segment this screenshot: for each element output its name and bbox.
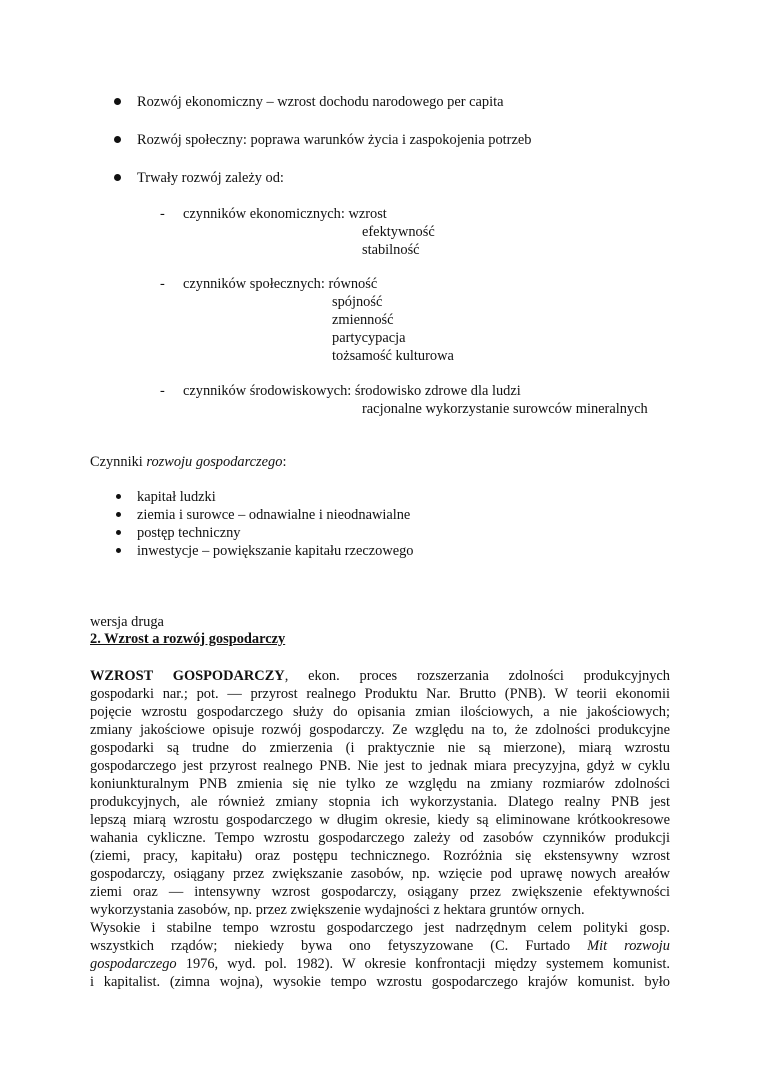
factor-social-item: partycypacja <box>332 330 406 346</box>
paragraph1-line: gospodarki są trudne do zmierzenia (i praktycznie nie są mierzone), miarą wzrostu <box>90 740 670 756</box>
paragraph2-line: i kapitalist. (zimna wojna), wysokie tempo wzrostu gospodarczego krajów komunist. było <box>90 974 670 990</box>
growth-factor-item: inwestycje – powiększanie kapitału rzeczowego <box>137 543 414 559</box>
factor-economic-item: stabilność <box>362 242 420 258</box>
growth-factors-intro: Czynniki rozwoju gospodarczego: <box>90 454 287 470</box>
dash-marker: - <box>160 276 165 292</box>
factor-social-item: tożsamość kulturowa <box>332 348 454 364</box>
dash-marker: - <box>160 383 165 399</box>
paragraph1-line: lepszą miarą wzrostu gospodarczego w długim okresie, kiedy są eliminowane krótkookresowe <box>90 812 670 828</box>
bullet-dot <box>116 530 121 535</box>
bullet-dot <box>114 98 121 105</box>
growth-factor-item: ziemia i surowce – odnawialne i nieodnawialne <box>137 507 411 523</box>
factor-environmental-item: racjonalne wykorzystanie surowców mineralnych <box>362 401 648 417</box>
paragraph1-line: zmiany jakościowe opisuje rozwój gospodarczy. Ze względu na to, że zdolności produkcyjne <box>90 722 670 738</box>
paragraph1-line: wykorzystania zasobów, np. przez zwiększenie wydajności z hektara gruntów ornych. <box>90 902 585 918</box>
factor-economic-item: efektywność <box>362 224 435 240</box>
bullet-dot <box>116 512 121 517</box>
paragraph1-line: WZROST GOSPODARCZY, ekon. proces rozszerzania zdolności produkcyjnych <box>90 668 670 684</box>
paragraph1-line: koniunkturalnym PNB zmienia się nie tylko ze względu na zmiany rozmiarów zdolności <box>90 776 670 792</box>
factor-social-item: spójność <box>332 294 383 310</box>
paragraph2-line: gospodarczego 1976, wyd. pol. 1982). W okresie konfrontacji między systemem komunist. <box>90 956 670 972</box>
factor-social-label: czynników społecznych: równość <box>183 276 378 292</box>
growth-factor-item: kapitał ludzki <box>137 489 216 505</box>
paragraph1-line: produkcyjnych, ale również zmiany stopnia ich wykorzystania. Dlatego realny PNB jest <box>90 794 670 810</box>
growth-factor-item: postęp techniczny <box>137 525 241 541</box>
bullet-dot <box>114 174 121 181</box>
bullet-dot <box>114 136 121 143</box>
factor-economic-label: czynników ekonomicznych: wzrost <box>183 206 387 222</box>
bullet-dot <box>116 548 121 553</box>
bullet-dot <box>116 494 121 499</box>
bullet-sustainable-development: Trwały rozwój zależy od: <box>137 170 284 186</box>
paragraph1-line: gospodarczego jest przyrost realnego PNB. Nie jest to jednak miara precyzyjna, gdyż w cyklu <box>90 758 670 774</box>
paragraph1-line: (ziemi, pracy, kapitału) oraz postępu technicznego. Rozróżnia się ekstensywny wzrost <box>90 848 670 864</box>
bullet-economic-development: Rozwój ekonomiczny – wzrost dochodu narodowego per capita <box>137 94 504 110</box>
version-label: wersja druga <box>90 614 164 630</box>
factor-environmental-label: czynników środowiskowych: środowisko zdrowe dla ludzi <box>183 383 521 399</box>
paragraph2-line: Wysokie i stabilne tempo wzrostu gospodarczego jest nadrzędnym celem polityki gosp. <box>90 920 670 936</box>
paragraph1-line: wahania cykliczne. Tempo wzrostu gospodarczego zależy od zasobów czynników produkcji <box>90 830 670 846</box>
section-heading: 2. Wzrost a rozwój gospodarczy <box>90 631 286 647</box>
term-wzrost-gospodarczy: WZROST GOSPODARCZY <box>90 668 285 684</box>
paragraph2-line: wszystkich rządów; niekiedy bywa ono fetyszyzowane (C. Furtado Mit rozwoju <box>90 938 670 954</box>
paragraph1-line: gospodarki nar.; pot. — przyrost realnego Produktu Nar. Brutto (PNB). W teorii ekonomii <box>90 686 670 702</box>
factor-social-item: zmienność <box>332 312 394 328</box>
paragraph1-line: gospodarczy, osiągany przez zwiększanie zasobów, np. wzięcie pod uprawę nowych areałów <box>90 866 670 882</box>
dash-marker: - <box>160 206 165 222</box>
bullet-social-development: Rozwój społeczny: poprawa warunków życia i zaspokojenia potrzeb <box>137 132 532 148</box>
paragraph1-line: pojęcie wzrostu gospodarczego służy do opisania zmian ilościowych, a nie jakościowych; <box>90 704 670 720</box>
paragraph1-line: ziemi oraz — intensywny wzrost gospodarczy, osiągany przez zwiększenie efektywności <box>90 884 670 900</box>
